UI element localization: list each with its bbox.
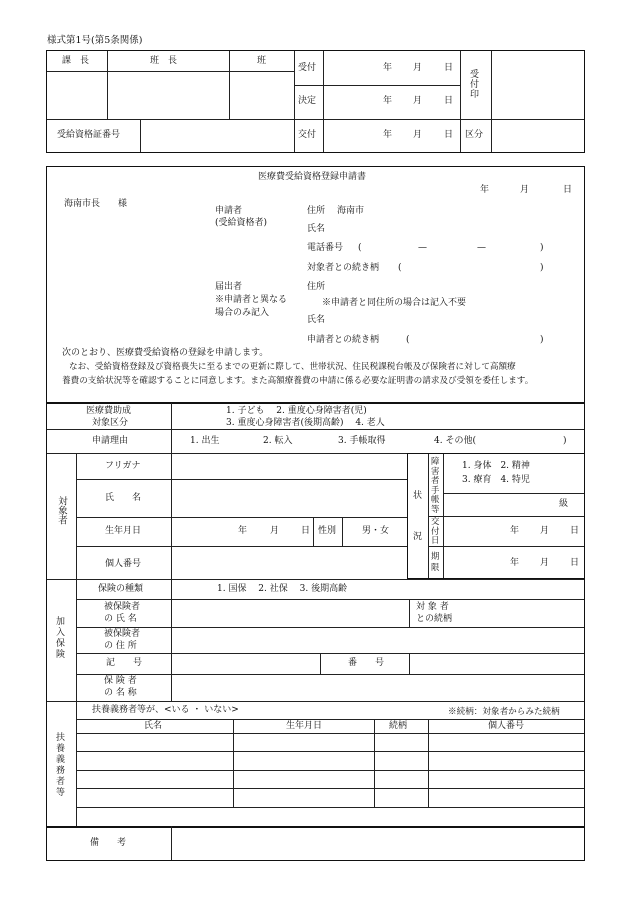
josei-option-1[interactable]: 1. 子ども 2. 重度心身障害者(児) xyxy=(226,406,367,416)
kettei-label: 決定 xyxy=(298,96,317,106)
hancho-label: 班 長 xyxy=(150,56,178,66)
kacho-label: 課 長 xyxy=(62,56,90,66)
form-title: 医療費受給資格登録申請書 xyxy=(258,172,367,182)
josei-option-2[interactable]: 3. 重度心身障害者(後期高齢) 4. 老人 xyxy=(226,418,385,428)
techo-label: 障 害 者 手 帳 等 xyxy=(431,456,440,514)
sex-select[interactable]: 男・女 xyxy=(362,526,390,536)
kubun-label: 区分 xyxy=(465,130,484,140)
riyu-move[interactable]: 2. 転入 xyxy=(263,436,293,446)
techo-type-2[interactable]: 3. 療育 4. 特児 xyxy=(462,475,530,485)
riyu-other[interactable]: 4. その他( xyxy=(434,436,476,446)
statement-line2: なお、受給資格登録及び資格喪失に至るまでの更新に際して、世帯状況、住民税課税台帳及び保険者に対して高額療 xyxy=(69,362,516,372)
techo-type-1[interactable]: 1. 身体 2. 精神 xyxy=(462,461,530,471)
form-number: 様式第1号(第5条関係) xyxy=(47,35,143,46)
hoken-options[interactable]: 1. 国保 2. 社保 3. 後期高齢 xyxy=(217,584,348,594)
statement-line3: 養費の支給状況等を確認することに同意します。また高額療養費の申請に係る必要な証明書の請求及び受領を委任します。 xyxy=(62,376,534,386)
kanyu-hoken-vertical: 加 入 保 険 xyxy=(56,617,66,660)
han-label: 班 xyxy=(257,56,267,66)
uketsuke-in-label: 受 付 印 xyxy=(470,70,480,100)
kofu-label: 交付 xyxy=(298,130,317,140)
biko-label: 備 考 xyxy=(90,838,127,848)
fuyo-question[interactable]: 扶養義務者等が、<いる ・ いない> xyxy=(92,705,239,715)
taisho-vertical: 対象者 xyxy=(56,496,67,525)
uketsuke-label: 受付 xyxy=(298,63,317,73)
fuyo-vertical: 扶 養 義 務 者 等 xyxy=(56,733,66,798)
riyu-techo[interactable]: 3. 手帳取得 xyxy=(338,436,386,446)
addressee: 海南市長 様 xyxy=(64,199,128,209)
statement-line1: 次のとおり、医療費受給資格の登録を申請します。 xyxy=(62,348,269,358)
riyu-birth[interactable]: 1. 出生 xyxy=(190,436,220,446)
shikaku-no-label: 受給資格証番号 xyxy=(57,130,121,140)
